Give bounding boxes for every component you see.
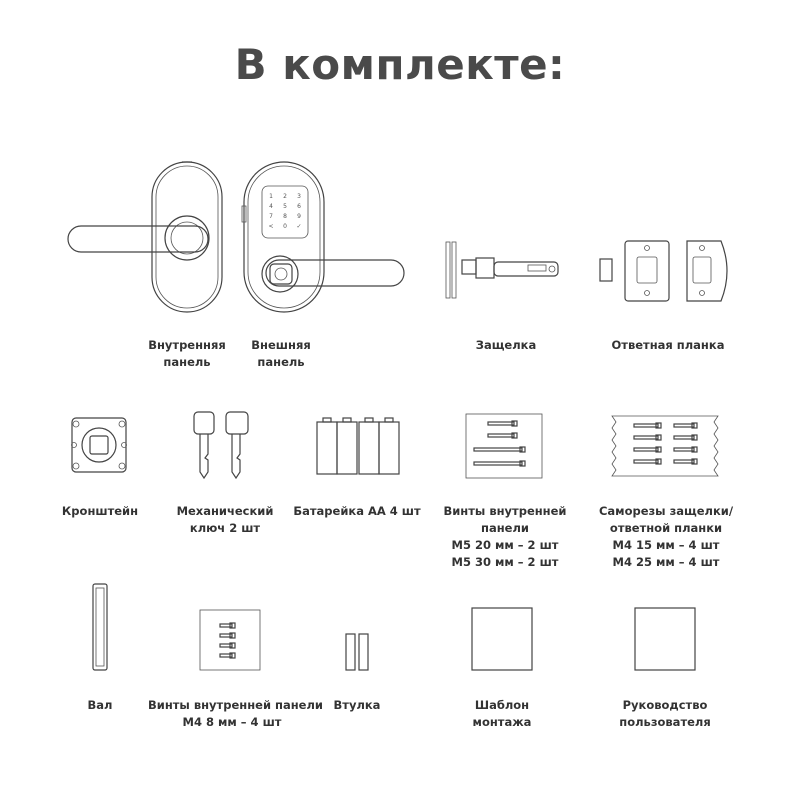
caption-line: панель [257, 355, 305, 369]
caption-line: Защелка [475, 338, 537, 352]
bracket-caption [50, 503, 150, 520]
outer-panel-illustration [240, 160, 410, 320]
inner-panel-screws-m4-caption [148, 697, 323, 731]
spindle-illustration [90, 582, 110, 674]
keys-illustration [190, 410, 260, 482]
self-tapping-screws-caption [598, 503, 734, 571]
user-manual-illustration [633, 606, 697, 672]
spindle-caption [70, 697, 130, 714]
bushing-caption [322, 697, 392, 714]
mounting-template-caption [452, 697, 552, 731]
keypad-key: 7 [269, 213, 273, 220]
caption-line: Винты внутренней [443, 504, 567, 518]
caption-line: М4 25 мм – 4 шт [612, 555, 720, 569]
caption-line: М4 15 мм – 4 шт [612, 538, 720, 552]
keypad-key: 5 [283, 203, 287, 210]
latch-caption [456, 337, 556, 354]
inner-panel-caption [132, 337, 242, 371]
keypad-key: < [268, 223, 274, 230]
keypad-key: 4 [269, 203, 273, 210]
outer-panel-caption [236, 337, 326, 371]
caption-line: Батарейка АА 4 шт [293, 504, 421, 518]
caption-line: пользователя [619, 715, 711, 729]
caption-line: М5 20 мм – 2 шт [451, 538, 559, 552]
caption-line: Вал [87, 698, 113, 712]
latch-illustration [440, 240, 565, 300]
caption-line: ключ 2 шт [189, 521, 261, 535]
keypad-key: 6 [297, 203, 301, 210]
keypad-key: 3 [297, 193, 301, 200]
inner-panel-illustration [60, 160, 240, 320]
caption-line: ответной планки [609, 521, 723, 535]
keypad-key: 9 [297, 213, 301, 220]
caption-line: Ответная планка [611, 338, 725, 352]
keypad-key: 1 [269, 193, 273, 200]
keypad-key: 2 [283, 193, 287, 200]
user-manual-caption [610, 697, 720, 731]
caption-line: Внешняя [251, 338, 311, 352]
bushing-illustration [342, 632, 372, 672]
keypad-key: 0 [283, 223, 287, 230]
caption-line: Внутренняя [148, 338, 226, 352]
strike-plate-illustration [595, 235, 735, 305]
batteries-caption [292, 503, 422, 520]
caption-line: Саморезы защелки/ [598, 504, 734, 518]
caption-line: Руководство [622, 698, 708, 712]
caption-line: монтажа [472, 715, 532, 729]
page-title: В комплекте: [234, 40, 566, 89]
caption-line: Втулка [333, 698, 381, 712]
caption-line: М5 30 мм – 2 шт [451, 555, 559, 569]
batteries-illustration [313, 414, 405, 476]
bracket-illustration [66, 414, 132, 476]
caption-line: Винты внутренней панели [148, 698, 323, 712]
caption-line: Кронштейн [61, 504, 139, 518]
inner-screws-caption [440, 503, 570, 571]
inner-panel-screws-m4-illustration [198, 608, 262, 672]
caption-line: Шаблон [474, 698, 530, 712]
strike-plate-caption [603, 337, 733, 354]
caption-line: панели [481, 521, 529, 535]
keys-caption [170, 503, 280, 537]
caption-line: Механический [176, 504, 274, 518]
inner-screws-illustration [464, 412, 544, 480]
caption-line: М4 8 мм – 4 шт [182, 715, 282, 729]
mounting-template-illustration [470, 606, 534, 672]
keypad-key: ✓ [296, 223, 302, 230]
keypad-key: 8 [283, 213, 287, 220]
self-tapping-screws-illustration [610, 412, 720, 480]
caption-line: панель [163, 355, 211, 369]
